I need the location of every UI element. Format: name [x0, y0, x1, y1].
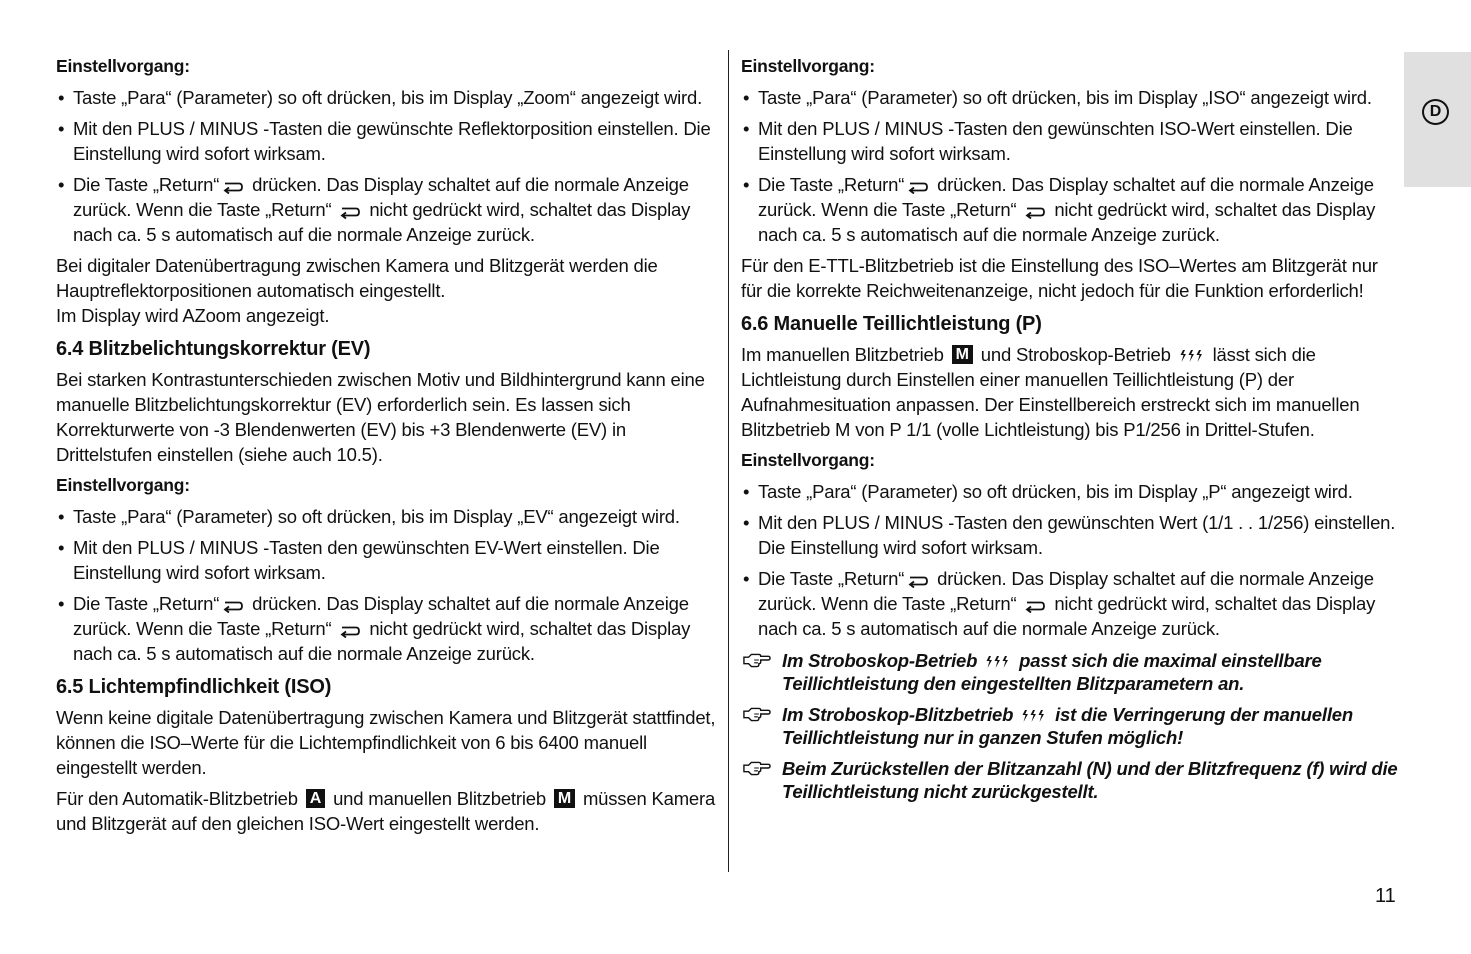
- iso-step-3: • Die Taste „Return“ drücken. Das Display schaltet auf die normale Anzeige zurück. Wenn die Taste „Return“ nicht gedrückt wird, schaltet das Display nach ca. 5 s automatisch auf die normale Anzeige zurück.: [741, 172, 1401, 247]
- return-icon: [222, 599, 244, 613]
- column-divider: [728, 50, 729, 872]
- ev-step-3: • Die Taste „Return“ drücken. Das Display schaltet auf die normale Anzeige zurück. Wenn die Taste „Return“ nicht gedrückt wird, schaltet das Display nach ca. 5 s automatisch auf die normale Anzeige zurück.: [56, 591, 718, 666]
- zoom-step-3: • Die Taste „Return“ drücken. Das Display schaltet auf die normale Anzeige zurück. Wenn die Taste „Return“ nicht gedrückt wird, schaltet das Display nach ca. 5 s automatisch auf die normale Anzeige zurück.: [56, 172, 718, 247]
- return-icon: [1024, 599, 1046, 613]
- section-6-4-intro: Bei starken Kontrastunterschieden zwischen Motiv und Bildhintergrund kann eine manuelle Blitzbelichtungskorrektur (EV) erforderlich sein. Es lassen sich Korrekturwerte von -3 Blendenwerten (EV) bis +3 Blendenwerte (EV) in Drittelstufen einstellen (siehe auch 10.5).: [56, 369, 705, 465]
- page-number: 11: [1375, 885, 1396, 907]
- return-icon: [339, 624, 361, 638]
- return-icon: [907, 180, 929, 194]
- section-6-6-intro: Im manuellen Blitzbetrieb M und Stroboskop-Betrieb lässt sich die Lichtleistung durch Einstellen einer manuellen Teillichtleistung (P) der Aufnahmesituation anpassen. Der Einstellbereich erstreckt sich im manuellen Blitzbetrieb M von P 1/1 (volle Lichtleistung) bis P1/256 in Drittel-Stufen.: [741, 344, 1360, 440]
- ev-step-1: • Taste „Para“ (Parameter) so oft drücken, bis im Display „EV“ angezeigt wird.: [56, 504, 718, 529]
- language-tab: [1404, 52, 1471, 187]
- ettl-note: Für den E-TTL-Blitzbetrieb ist die Einstellung des ISO–Wertes am Blitzgerät nur für die korrekte Reichweitenanzeige, nicht jedoch für die Funktion erforderlich!: [741, 255, 1378, 301]
- section-6-6-title: 6.6 Manuelle Teillichtleistung (P): [741, 313, 1042, 335]
- return-icon: [339, 205, 361, 219]
- section-6-5-modes: Für den Automatik-Blitzbetrieb A und manuellen Blitzbetrieb M müssen Kamera und Blitzgerät auf den gleichen ISO-Wert eingestellt werden.: [56, 788, 716, 834]
- strobe-note-2: Im Stroboskop-Blitzbetrieb ist die Verringerung der manuellen Teillichtleistung nur in ganzen Stufen möglich!: [741, 703, 1401, 749]
- pointing-hand-icon: [743, 652, 771, 668]
- p-step-3: • Die Taste „Return“ drücken. Das Display schaltet auf die normale Anzeige zurück. Wenn die Taste „Return“ nicht gedrückt wird, schaltet das Display nach ca. 5 s automatisch auf die normale Anzeige zurück.: [741, 566, 1401, 641]
- zoom-procedure-heading: Einstellvorgang:: [56, 56, 190, 76]
- strobe-icon: [1021, 709, 1047, 723]
- zoom-auto-note: Bei digitaler Datenübertragung zwischen Kamera und Blitzgerät werden die Hauptreflektorpositionen automatisch eingestellt.: [56, 255, 658, 301]
- iso-step-2: • Mit den PLUS / MINUS -Tasten den gewünschten ISO-Wert einstellen. Die Einstellung wird sofort wirksam.: [741, 116, 1401, 166]
- zoom-step-1: • Taste „Para“ (Parameter) so oft drücken, bis im Display „Zoom“ angezeigt wird.: [56, 85, 718, 110]
- pointing-hand-icon: [743, 706, 771, 722]
- strobe-note-1: Im Stroboskop-Betrieb passt sich die maximal einstellbare Teillichtleistung den eingestellten Blitzparametern an.: [741, 649, 1401, 695]
- p-procedure-heading: Einstellvorgang:: [741, 450, 875, 470]
- language-badge: D: [1422, 99, 1449, 125]
- zoom-display-note: Im Display wird AZoom angezeigt.: [56, 305, 330, 326]
- strobe-icon: [1179, 349, 1205, 363]
- left-column: [56, 50, 718, 842]
- section-6-4-title: 6.4 Blitzbelichtungskorrektur (EV): [56, 338, 371, 360]
- manual-mode-badge: M: [952, 345, 973, 364]
- return-icon: [1024, 205, 1046, 219]
- iso-step-1: • Taste „Para“ (Parameter) so oft drücken, bis im Display „ISO“ angezeigt wird.: [741, 85, 1401, 110]
- reset-note: Beim Zurückstellen der Blitzanzahl (N) und der Blitzfrequenz (f) wird die Teillichtleistung nicht zurückgestellt.: [741, 757, 1401, 803]
- iso-procedure-heading: Einstellvorgang:: [741, 56, 875, 76]
- p-step-1: • Taste „Para“ (Parameter) so oft drücken, bis im Display „P“ angezeigt wird.: [741, 479, 1401, 504]
- p-step-2: • Mit den PLUS / MINUS -Tasten den gewünschten Wert (1/1 . . 1/256) einstellen. Die Einstellung wird sofort wirksam.: [741, 510, 1401, 560]
- right-column: [741, 50, 1401, 809]
- pointing-hand-icon: [743, 760, 771, 776]
- zoom-step-2: • Mit den PLUS / MINUS -Tasten die gewünschte Reflektorposition einstellen. Die Einstellung wird sofort wirksam.: [56, 116, 718, 166]
- section-6-5-title: 6.5 Lichtempfindlichkeit (ISO): [56, 676, 332, 698]
- return-icon: [222, 180, 244, 194]
- strobe-icon: [985, 655, 1011, 669]
- auto-mode-badge: A: [306, 789, 325, 808]
- ev-step-2: • Mit den PLUS / MINUS -Tasten den gewünschten EV-Wert einstellen. Die Einstellung wird sofort wirksam.: [56, 535, 718, 585]
- manual-mode-badge: M: [554, 789, 575, 808]
- section-6-5-intro: Wenn keine digitale Datenübertragung zwischen Kamera und Blitzgerät stattfindet, können die ISO–Werte für die Lichtempfindlichkeit von 6 bis 6400 manuell eingestellt werden.: [56, 707, 716, 778]
- return-icon: [907, 574, 929, 588]
- ev-procedure-heading: Einstellvorgang:: [56, 475, 190, 495]
